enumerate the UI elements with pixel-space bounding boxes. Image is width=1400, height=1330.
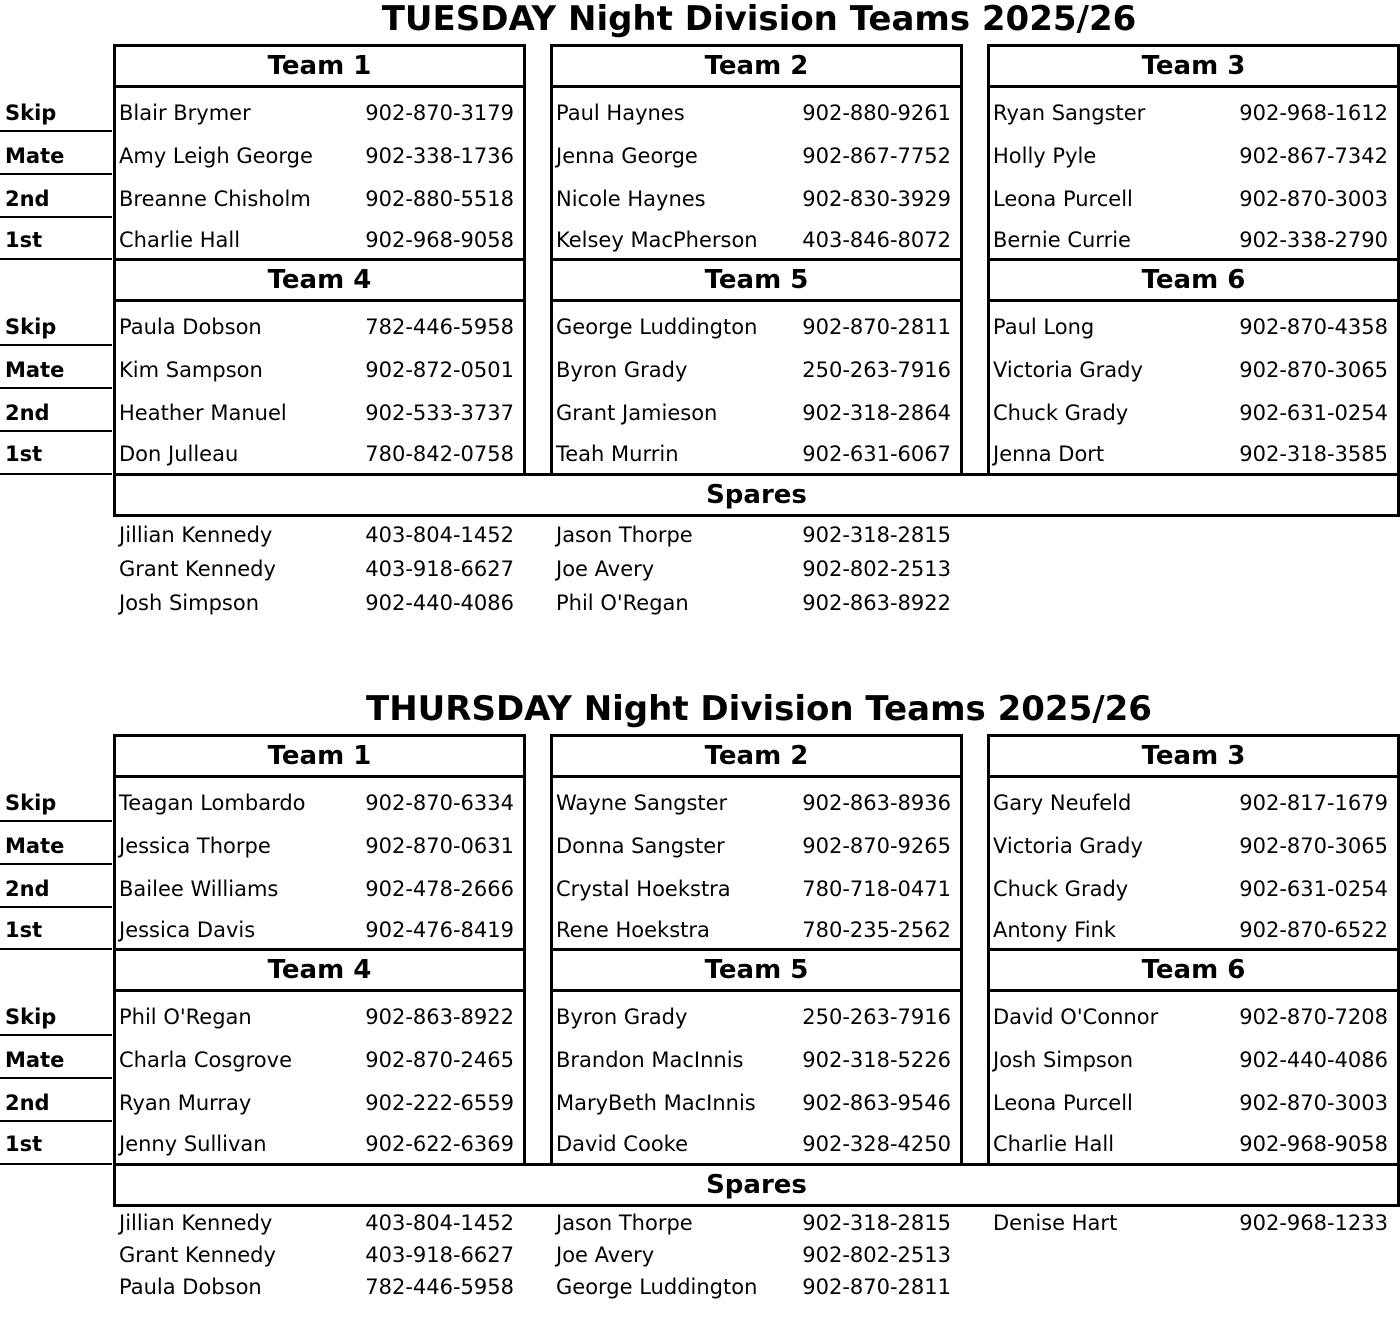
player-phone: 902-867-7342 [1239,144,1388,168]
team-header: Team 1 [113,734,526,778]
position-label-skip: Skip [5,791,57,815]
player-phone: 902-968-1612 [1239,101,1388,125]
player-name: Don Julleau [119,442,239,466]
position-label-mate: Mate [5,144,65,168]
player-phone: 902-817-1679 [1239,791,1388,815]
player-name: George Luddington [556,315,758,339]
spare-phone: 902-802-2513 [802,1243,951,1267]
position-divider [0,258,112,260]
player-name: David O'Connor [993,1005,1159,1029]
player-phone: 902-863-9546 [802,1091,951,1115]
team-box-right-border [523,778,526,948]
player-name: Victoria Grady [993,834,1143,858]
position-divider [0,387,112,389]
player-name: Charla Cosgrove [119,1048,293,1072]
position-label-mate: Mate [5,1048,65,1072]
position-divider [0,344,112,346]
spare-name: Grant Kennedy [119,557,276,581]
player-name: Chuck Grady [993,877,1129,901]
player-phone: 902-870-3003 [1239,1091,1388,1115]
position-divider [0,863,112,865]
player-name: Heather Manuel [119,401,287,425]
position-divider [0,130,112,132]
position-label-2nd: 2nd [5,1091,50,1115]
player-name: Jessica Davis [119,918,256,942]
team-box-right-border [960,302,963,476]
player-name: Nicole Haynes [556,187,706,211]
player-phone: 902-318-5226 [802,1048,951,1072]
player-name: Jessica Thorpe [119,834,271,858]
position-divider [0,820,112,822]
player-phone: 902-440-4086 [1239,1048,1388,1072]
player-phone: 902-880-9261 [802,101,951,125]
team-box-left-border [550,992,553,1166]
player-name: Rene Hoekstra [556,918,710,942]
spare-phone: 902-318-2815 [802,1211,951,1235]
player-name: Kim Sampson [119,358,263,382]
player-name: Blair Brymer [119,101,251,125]
team-header: Team 3 [987,734,1400,778]
spare-name: Joe Avery [556,557,655,581]
spare-name: Joe Avery [556,1243,655,1267]
spare-phone: 902-440-4086 [365,591,514,615]
spares-header: Spares [113,473,1400,517]
player-name: Ryan Sangster [993,101,1146,125]
team-box-left-border [987,88,990,258]
player-phone: 902-222-6559 [365,1091,514,1115]
position-label-1st: 1st [5,1132,43,1156]
player-name: Victoria Grady [993,358,1143,382]
team-header: Team 5 [550,258,963,302]
team-box-left-border [113,778,116,948]
team-header: Team 6 [987,948,1400,992]
player-phone: 902-631-0254 [1239,877,1388,901]
spare-phone: 902-863-8922 [802,591,951,615]
position-divider [0,1077,112,1079]
player-name: Leona Purcell [993,187,1133,211]
team-box-left-border [550,778,553,948]
team-box-right-border [960,992,963,1166]
spare-name: Denise Hart [993,1211,1118,1235]
player-name: Paul Long [993,315,1095,339]
player-phone: 902-870-9265 [802,834,951,858]
position-label-mate: Mate [5,834,65,858]
player-phone: 782-446-5958 [365,315,514,339]
player-name: Crystal Hoekstra [556,877,731,901]
thursday-division [0,690,1400,1330]
player-phone: 902-872-0501 [365,358,514,382]
team-box-left-border [550,88,553,258]
player-phone: 902-338-2790 [1239,228,1388,252]
team-box-right-border [523,88,526,258]
team-box-right-border [960,778,963,948]
player-phone: 780-718-0471 [802,877,951,901]
spare-name: Jason Thorpe [556,523,693,547]
spares-header: Spares [113,1163,1400,1207]
player-name: Holly Pyle [993,144,1097,168]
player-name: Paul Haynes [556,101,685,125]
player-name: Amy Leigh George [119,144,313,168]
player-phone: 902-870-0631 [365,834,514,858]
position-divider [0,1163,112,1165]
player-name: Antony Fink [993,918,1117,942]
player-phone: 902-870-3179 [365,101,514,125]
spare-name: Jillian Kennedy [119,1211,273,1235]
team-box-left-border [987,778,990,948]
spare-phone: 403-918-6627 [365,557,514,581]
player-phone: 902-870-3065 [1239,358,1388,382]
team-header: Team 2 [550,734,963,778]
player-name: Brandon MacInnis [556,1048,744,1072]
player-name: MaryBeth MacInnis [556,1091,756,1115]
position-divider [0,906,112,908]
player-phone: 902-867-7752 [802,144,951,168]
player-name: Grant Jamieson [556,401,718,425]
player-name: Phil O'Regan [119,1005,252,1029]
position-label-2nd: 2nd [5,187,50,211]
player-phone: 902-476-8419 [365,918,514,942]
player-phone: 902-328-4250 [802,1132,951,1156]
player-phone: 902-870-6334 [365,791,514,815]
position-divider [0,1034,112,1036]
player-name: Bailee Williams [119,877,279,901]
position-divider [0,1120,112,1122]
player-name: Jenny Sullivan [119,1132,267,1156]
position-divider [0,473,112,475]
player-phone: 902-318-2864 [802,401,951,425]
player-name: Jenna Dort [993,442,1105,466]
team-box-left-border [113,302,116,476]
spare-name: George Luddington [556,1275,758,1299]
spare-name: Paula Dobson [119,1275,262,1299]
player-name: Gary Neufeld [993,791,1132,815]
player-phone: 902-631-0254 [1239,401,1388,425]
team-header: Team 4 [113,258,526,302]
player-name: Byron Grady [556,358,688,382]
spare-name: Grant Kennedy [119,1243,276,1267]
player-phone: 902-870-7208 [1239,1005,1388,1029]
player-phone: 902-622-6369 [365,1132,514,1156]
team-header: Team 5 [550,948,963,992]
spare-phone: 902-870-2811 [802,1275,951,1299]
team-box-right-border [523,302,526,476]
position-divider [0,173,112,175]
spare-phone: 403-804-1452 [365,523,514,547]
spare-phone: 902-968-1233 [1239,1211,1388,1235]
player-phone: 902-870-6522 [1239,918,1388,942]
player-name: Teah Murrin [556,442,679,466]
player-name: Charlie Hall [993,1132,1115,1156]
player-phone: 902-338-1736 [365,144,514,168]
spare-name: Josh Simpson [119,591,260,615]
player-phone: 902-968-9058 [365,228,514,252]
team-header: Team 6 [987,258,1400,302]
player-phone: 780-842-0758 [365,442,514,466]
tuesday-division [0,0,1400,640]
player-name: Kelsey MacPherson [556,228,758,252]
player-phone: 902-870-3065 [1239,834,1388,858]
team-box-left-border [550,302,553,476]
division-title: TUESDAY Night Division Teams 2025/26 [381,0,1137,39]
player-name: Wayne Sangster [556,791,728,815]
spare-phone: 902-802-2513 [802,557,951,581]
spare-phone: 403-918-6627 [365,1243,514,1267]
player-name: Chuck Grady [993,401,1129,425]
spare-phone: 403-804-1452 [365,1211,514,1235]
team-box-left-border [987,302,990,476]
player-phone: 780-235-2562 [802,918,951,942]
player-phone: 902-631-6067 [802,442,951,466]
spare-name: Phil O'Regan [556,591,689,615]
position-label-skip: Skip [5,101,57,125]
player-phone: 902-533-3737 [365,401,514,425]
player-name: Charlie Hall [119,228,241,252]
player-name: Bernie Currie [993,228,1131,252]
team-box-left-border [987,992,990,1166]
team-header: Team 1 [113,44,526,88]
player-name: Byron Grady [556,1005,688,1029]
position-label-skip: Skip [5,1005,57,1029]
player-phone: 902-830-3929 [802,187,951,211]
position-label-skip: Skip [5,315,57,339]
position-label-1st: 1st [5,228,43,252]
player-name: Breanne Chisholm [119,187,311,211]
player-phone: 403-846-8072 [802,228,951,252]
position-divider [0,216,112,218]
player-phone: 902-870-4358 [1239,315,1388,339]
player-name: Donna Sangster [556,834,725,858]
player-phone: 902-880-5518 [365,187,514,211]
player-name: Josh Simpson [993,1048,1134,1072]
player-name: Paula Dobson [119,315,262,339]
player-phone: 902-870-2811 [802,315,951,339]
player-phone: 902-863-8936 [802,791,951,815]
player-name: David Cooke [556,1132,688,1156]
team-header: Team 2 [550,44,963,88]
team-box-right-border [523,992,526,1166]
player-phone: 250-263-7916 [802,358,951,382]
player-phone: 250-263-7916 [802,1005,951,1029]
player-name: Ryan Murray [119,1091,252,1115]
player-name: Jenna George [556,144,698,168]
player-phone: 902-870-3003 [1239,187,1388,211]
player-phone: 902-478-2666 [365,877,514,901]
spare-phone: 902-318-2815 [802,523,951,547]
player-name: Teagan Lombardo [119,791,306,815]
position-label-2nd: 2nd [5,401,50,425]
position-label-1st: 1st [5,442,43,466]
team-box-left-border [113,992,116,1166]
position-label-2nd: 2nd [5,877,50,901]
player-phone: 902-863-8922 [365,1005,514,1029]
position-label-1st: 1st [5,918,43,942]
spare-name: Jason Thorpe [556,1211,693,1235]
division-title: THURSDAY Night Division Teams 2025/26 [366,689,1152,729]
team-box-right-border [960,88,963,258]
spare-phone: 782-446-5958 [365,1275,514,1299]
position-divider [0,430,112,432]
spare-name: Jillian Kennedy [119,523,273,547]
player-phone: 902-318-3585 [1239,442,1388,466]
team-box-left-border [113,88,116,258]
team-header: Team 3 [987,44,1400,88]
player-phone: 902-870-2465 [365,1048,514,1072]
player-name: Leona Purcell [993,1091,1133,1115]
position-divider [0,948,112,950]
team-header: Team 4 [113,948,526,992]
position-label-mate: Mate [5,358,65,382]
player-phone: 902-968-9058 [1239,1132,1388,1156]
